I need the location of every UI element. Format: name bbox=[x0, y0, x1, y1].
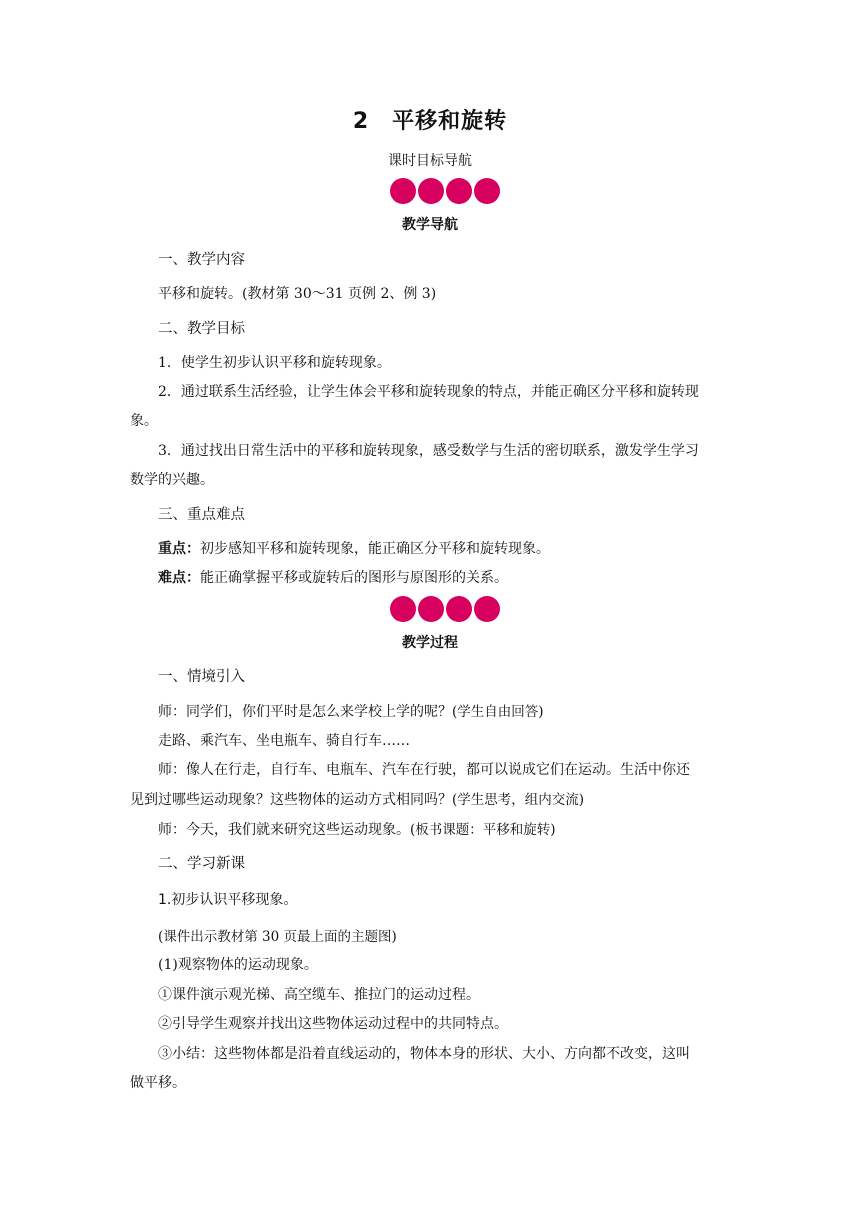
paragraph-note: (学生思考，组内交流) bbox=[452, 792, 585, 808]
key-text: 初步感知平移和旋转现象，能正确区分平移和旋转现象。 bbox=[200, 541, 550, 557]
goal-item: 2．通过联系生活经验，让学生体会平移和旋转现象的特点，并能正确区分平移和旋转现 bbox=[158, 384, 699, 400]
page-title: 2 平移和旋转 bbox=[352, 109, 508, 134]
goal-item: 1．使学生初步认识平移和旋转现象。 bbox=[158, 355, 391, 371]
paragraph-note: (课件出示教材第 30 页最上面的主题图) bbox=[158, 929, 397, 945]
difficulty-text: 能正确掌握平移或旋转后的图形与原图形的关系。 bbox=[200, 570, 508, 586]
heading-content: 一、教学内容 bbox=[158, 252, 245, 268]
heading-key-points: 三、重点难点 bbox=[158, 507, 245, 523]
page-subtitle: 课时目标导航 bbox=[388, 153, 472, 169]
goal-item: 3．通过找出日常生活中的平移和旋转现象，感受数学与生活的密切联系，激发学生学习 bbox=[158, 443, 699, 459]
key-point bbox=[158, 538, 550, 558]
section-badge-icon bbox=[388, 176, 504, 206]
key-label: 重点： bbox=[158, 541, 200, 557]
paragraph bbox=[158, 700, 544, 721]
list-item: (1)观察物体的运动现象。 bbox=[158, 957, 318, 973]
list-item: ③小结：这些物体都是沿着直线运动的，物体本身的形状、大小、方向都不改变，这叫 bbox=[158, 1046, 690, 1062]
difficulty-point bbox=[158, 567, 508, 587]
paragraph-text: 师：同学们，你们平时是怎么来学校上学的呢？ bbox=[158, 704, 452, 720]
content-text: 平移和旋转。(教材第 30～31 页例 2、例 3) bbox=[158, 286, 437, 302]
goal-item-continued: 象。 bbox=[130, 413, 158, 429]
difficulty-label: 难点： bbox=[158, 570, 200, 586]
paragraph-note: (学生自由回答) bbox=[452, 704, 544, 720]
paragraph: 师：像人在行走，自行车、电瓶车、汽车在行驶，都可以说成它们在运动。生活中你还 bbox=[158, 762, 690, 778]
paragraph: 走路、乘汽车、坐电瓶车、骑自行车…… bbox=[158, 733, 410, 749]
section-badge-icon bbox=[388, 594, 504, 624]
list-item: ①课件演示观光梯、高空缆车、推拉门的运动过程。 bbox=[158, 987, 480, 1003]
paragraph-text: 师：今天，我们就来研究这些运动现象。 bbox=[158, 822, 410, 838]
list-item-continued: 做平移。 bbox=[130, 1075, 186, 1091]
paragraph bbox=[158, 818, 556, 839]
section-title-nav: 教学导航 bbox=[402, 217, 458, 233]
subheading: 1.初步认识平移现象。 bbox=[158, 892, 298, 908]
heading-new-lesson: 二、学习新课 bbox=[158, 856, 245, 872]
paragraph-continued bbox=[130, 788, 584, 809]
heading-goals: 二、教学目标 bbox=[158, 321, 245, 337]
goal-item-continued: 数学的兴趣。 bbox=[130, 472, 214, 488]
paragraph-text: 见到过哪些运动现象？这些物体的运动方式相同吗？ bbox=[130, 792, 452, 808]
paragraph-note: (板书课题：平移和旋转) bbox=[410, 822, 556, 838]
list-item: ②引导学生观察并找出这些物体运动过程中的共同特点。 bbox=[158, 1016, 508, 1032]
section-title-process: 教学过程 bbox=[402, 635, 458, 651]
heading-intro: 一、情境引入 bbox=[158, 669, 245, 685]
